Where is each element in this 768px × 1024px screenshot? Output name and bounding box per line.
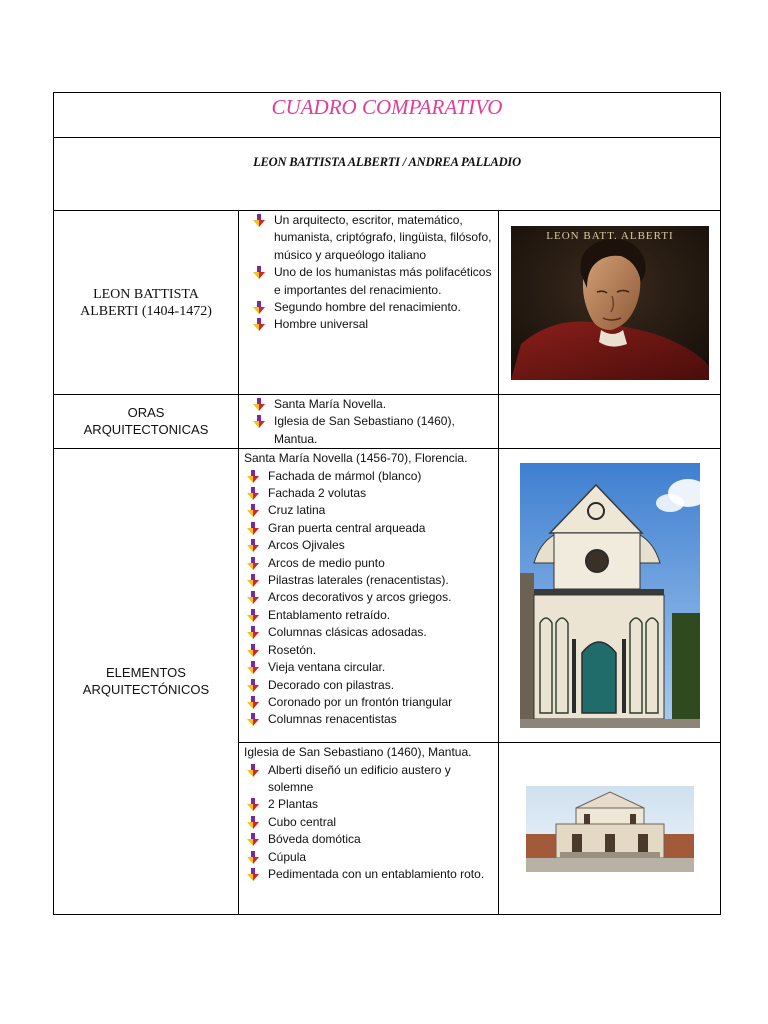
- bullet-text: Entablamento retraído.: [268, 607, 391, 622]
- alberti-label-cell: [54, 211, 239, 395]
- novella-bullet-list: [244, 468, 494, 729]
- bullet-text: Hombre universal: [274, 317, 369, 332]
- sebastiano-photo-cell: [499, 743, 721, 915]
- bullet-text: Uno de los humanistas más polifacéticos e importantes del renacimiento.: [274, 265, 492, 297]
- bullet-text: Vieja ventana circular.: [268, 660, 386, 675]
- elementos-row-novella: [54, 449, 721, 743]
- list-item: [244, 831, 494, 848]
- list-item: [244, 642, 494, 659]
- arrow-down-bullet-icon: [246, 626, 260, 640]
- elementos-label-cell: [54, 449, 239, 915]
- bullet-text: Bóveda domótica: [268, 832, 361, 847]
- obras-text-cell: [239, 395, 499, 449]
- bullet-text: Un arquitecto, escritor, matemático, humanista, criptógrafo, lingüista, filósofo, músico y arqueólogo italiano: [274, 213, 492, 262]
- san-sebastiano-photo: [526, 786, 694, 872]
- alberti-bullet-list: [244, 212, 494, 334]
- arrow-down-bullet-icon: [246, 679, 260, 693]
- novella-heading: Santa María Novella (1456-70), Florencia.: [244, 451, 468, 466]
- arrow-down-bullet-icon: [246, 539, 260, 553]
- bullet-text: Iglesia de San Sebastiano (1460), Mantua.: [274, 414, 455, 446]
- list-item: [244, 264, 494, 299]
- arrow-down-bullet-icon: [246, 522, 260, 536]
- list-item: [244, 555, 494, 572]
- arrow-down-bullet-icon: [246, 504, 260, 518]
- arrow-down-bullet-icon: [252, 214, 266, 228]
- arrow-down-bullet-icon: [246, 696, 260, 710]
- bullet-text: Cúpula: [268, 849, 307, 864]
- obras-empty-cell: [499, 395, 721, 449]
- novella-text-cell: [239, 449, 499, 743]
- alberti-portrait-image: [511, 226, 709, 380]
- obras-label-cell: [54, 395, 239, 449]
- comparison-table: [53, 92, 721, 915]
- bullet-text: Columnas clásicas adosadas.: [268, 625, 427, 640]
- arrow-down-bullet-icon: [246, 609, 260, 623]
- arrow-down-bullet-icon: [246, 470, 260, 484]
- bullet-text: Fachada 2 volutas: [268, 486, 367, 501]
- arrow-down-bullet-icon: [246, 557, 260, 571]
- arrow-down-bullet-icon: [246, 798, 260, 812]
- obras-row: [54, 395, 721, 449]
- list-item: [244, 866, 494, 883]
- arrow-down-bullet-icon: [246, 644, 260, 658]
- list-item: [244, 659, 494, 676]
- arrow-down-bullet-icon: [246, 574, 260, 588]
- sebastiano-bullet-list: [244, 762, 494, 884]
- bullet-text: Columnas renacentistas: [268, 712, 397, 727]
- arrow-down-bullet-icon: [252, 301, 266, 315]
- santa-maria-novella-photo: [520, 463, 700, 728]
- alberti-text-cell: [239, 211, 499, 395]
- list-item: [244, 212, 494, 264]
- list-item: [244, 677, 494, 694]
- bullet-text: Arcos de medio punto: [268, 555, 385, 570]
- subtitle-cell: [54, 138, 721, 211]
- bullet-text: Coronado por un frontón triangular: [268, 694, 453, 709]
- bullet-text: Arcos Ojivales: [268, 538, 345, 553]
- portrait-caption: LEON BATT. ALBERTI: [545, 229, 674, 242]
- list-item: [244, 607, 494, 624]
- alberti-label: LEON BATTISTA ALBERTI (1404-1472): [80, 286, 212, 319]
- list-item: [244, 762, 494, 797]
- title-row: [54, 93, 721, 138]
- list-item: [244, 468, 494, 485]
- bullet-text: Decorado con pilastras.: [268, 677, 395, 692]
- alberti-row: [54, 211, 721, 395]
- arrow-down-bullet-icon: [246, 661, 260, 675]
- arrow-down-bullet-icon: [252, 266, 266, 280]
- arrow-down-bullet-icon: [252, 318, 266, 332]
- novella-photo-cell: [499, 449, 721, 743]
- sebastiano-text-cell: [239, 743, 499, 915]
- arrow-down-bullet-icon: [246, 868, 260, 882]
- list-item: [244, 624, 494, 641]
- arrow-down-bullet-icon: [246, 713, 260, 727]
- arrow-down-bullet-icon: [246, 764, 260, 778]
- list-item: [244, 413, 494, 448]
- bullet-text: Pedimentada con un entablamiento roto.: [268, 867, 485, 882]
- list-item: [244, 520, 494, 537]
- list-item: [244, 849, 494, 866]
- title-cell: [54, 93, 721, 138]
- list-item: [244, 316, 494, 333]
- list-item: [244, 502, 494, 519]
- list-item: [244, 589, 494, 606]
- bullet-text: Pilastras laterales (renacentistas).: [268, 573, 449, 588]
- arrow-down-bullet-icon: [246, 851, 260, 865]
- list-item: [244, 694, 494, 711]
- bullet-text: Fachada de mármol (blanco): [268, 468, 422, 483]
- list-item: [244, 711, 494, 728]
- arrow-down-bullet-icon: [252, 398, 266, 412]
- bullet-text: Cubo central: [268, 814, 337, 829]
- bullet-text: Gran puerta central arqueada: [268, 520, 426, 535]
- arrow-down-bullet-icon: [252, 415, 266, 429]
- list-item: [244, 814, 494, 831]
- arrow-down-bullet-icon: [246, 816, 260, 830]
- bullet-text: Santa María Novella.: [274, 397, 387, 411]
- obras-bullet-list: [244, 396, 494, 448]
- bullet-text: Segundo hombre del renacimiento.: [274, 300, 461, 315]
- bullet-text: Cruz latina: [268, 503, 326, 518]
- bullet-text: Alberti diseñó un edificio austero y solemne: [268, 762, 451, 795]
- elementos-label: ELEMENTOS ARQUITECTÓNICOS: [82, 665, 210, 698]
- bullet-text: 2 Plantas: [268, 797, 319, 812]
- list-item: [244, 537, 494, 554]
- alberti-portrait-cell: [499, 211, 721, 395]
- arrow-down-bullet-icon: [246, 487, 260, 501]
- arrow-down-bullet-icon: [246, 833, 260, 847]
- document-title: CUADRO COMPARATIVO: [271, 95, 503, 119]
- bullet-text: Rosetón.: [268, 642, 317, 657]
- list-item: [244, 796, 494, 813]
- list-item: [244, 485, 494, 502]
- subtitle-row: [54, 138, 721, 211]
- list-item: [244, 299, 494, 316]
- list-item: [244, 396, 494, 413]
- arrow-down-bullet-icon: [246, 591, 260, 605]
- list-item: [244, 572, 494, 589]
- document-subtitle: LEON BATTISTA ALBERTI / ANDREA PALLADIO: [253, 155, 521, 169]
- sebastiano-heading: Iglesia de San Sebastiano (1460), Mantua.: [244, 745, 472, 760]
- obras-label: ORAS ARQUITECTONICAS: [83, 405, 209, 438]
- bullet-text: Arcos decorativos y arcos griegos.: [268, 590, 452, 605]
